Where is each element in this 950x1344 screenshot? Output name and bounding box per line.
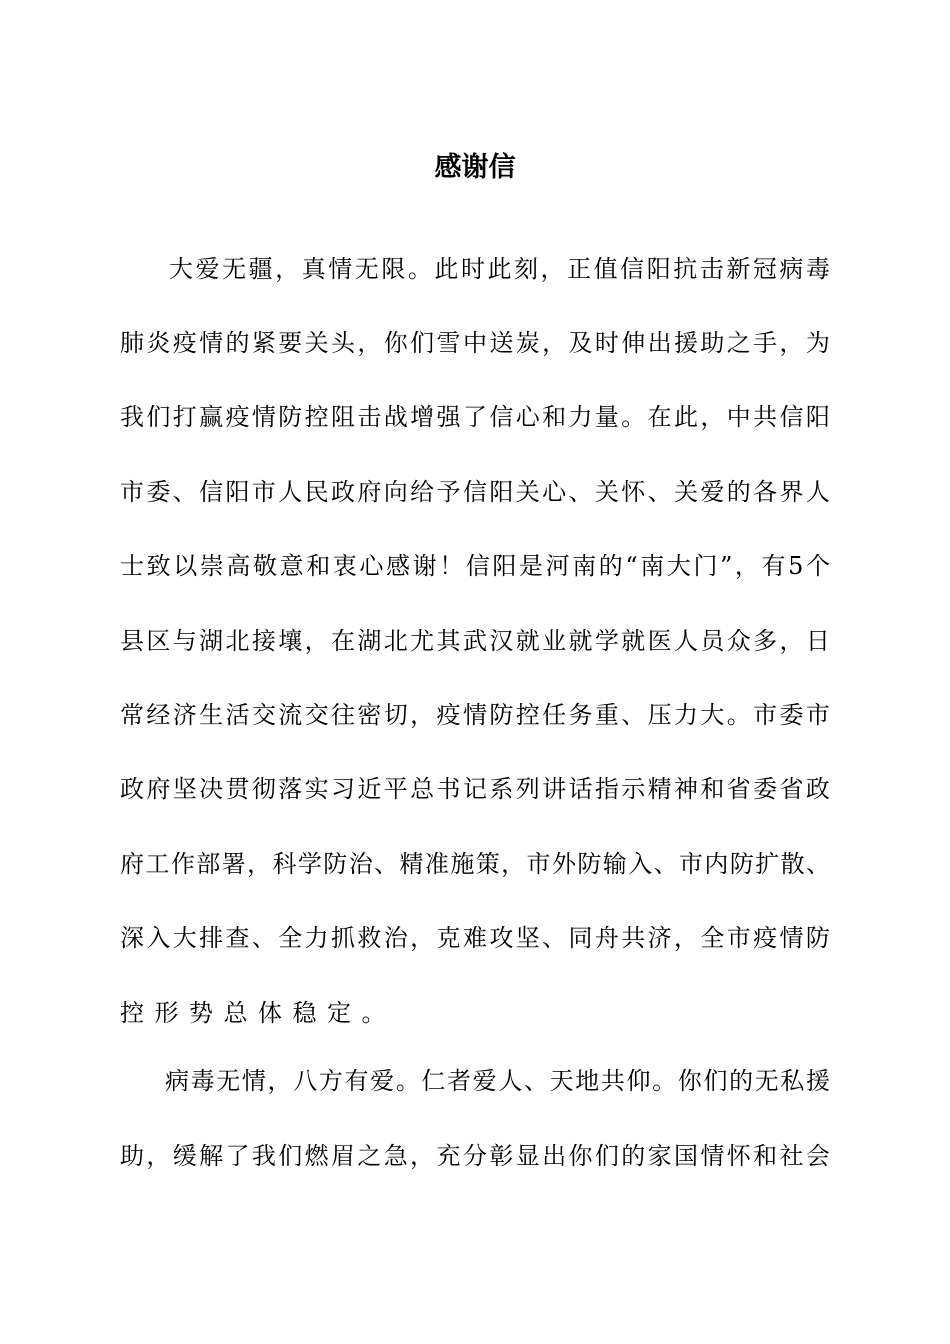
text-line-content: 常经济生活交流交往密切，疫情防控任务重、压力大。市委市: [120, 701, 833, 729]
page-title: 感谢信: [434, 152, 516, 183]
text-line-content: 病毒无情，八方有爱。仁者爱人、天地共仰。你们的无私援: [165, 1067, 832, 1095]
text-line-content: 市委、信阳市人民政府向给予信阳关心、关怀、关爱的各界人: [120, 478, 833, 506]
text-line-content: 深入大排查、全力抓救治，克难攻坚、同舟共济，全市疫情防: [120, 924, 833, 952]
text-line-content: 我们打赢疫情防控阻击战增强了信心和力量。在此，中共信阳: [120, 403, 833, 431]
text-line-content: 大爱无疆，真情无限。此时此刻，正值信阳抗击新冠病毒: [169, 255, 833, 283]
text-line-content: 府工作部署，科学防治、精准施策，市外防输入、市内防扩散、: [120, 850, 832, 878]
text-line-content: 控形势总体稳定。: [120, 999, 396, 1027]
text-line-content: 政府坚决贯彻落实习近平总书记系列讲话指示精神和省委省政: [120, 775, 833, 803]
text-line-content: 助，缓解了我们燃眉之急，充分彰显出你们的家国情怀和社会: [120, 1142, 833, 1170]
text-line-content: 肺炎疫情的紧要关头，你们雪中送炭，及时伸出援助之手，为: [120, 329, 833, 357]
text-line-content: 县区与湖北接壤，在湖北尤其武汉就业就学就医人员众多，日: [120, 627, 833, 655]
text-line-content: 士致以崇高敬意和衷心感谢！信阳是河南的“南大门”，有5个: [120, 552, 833, 580]
